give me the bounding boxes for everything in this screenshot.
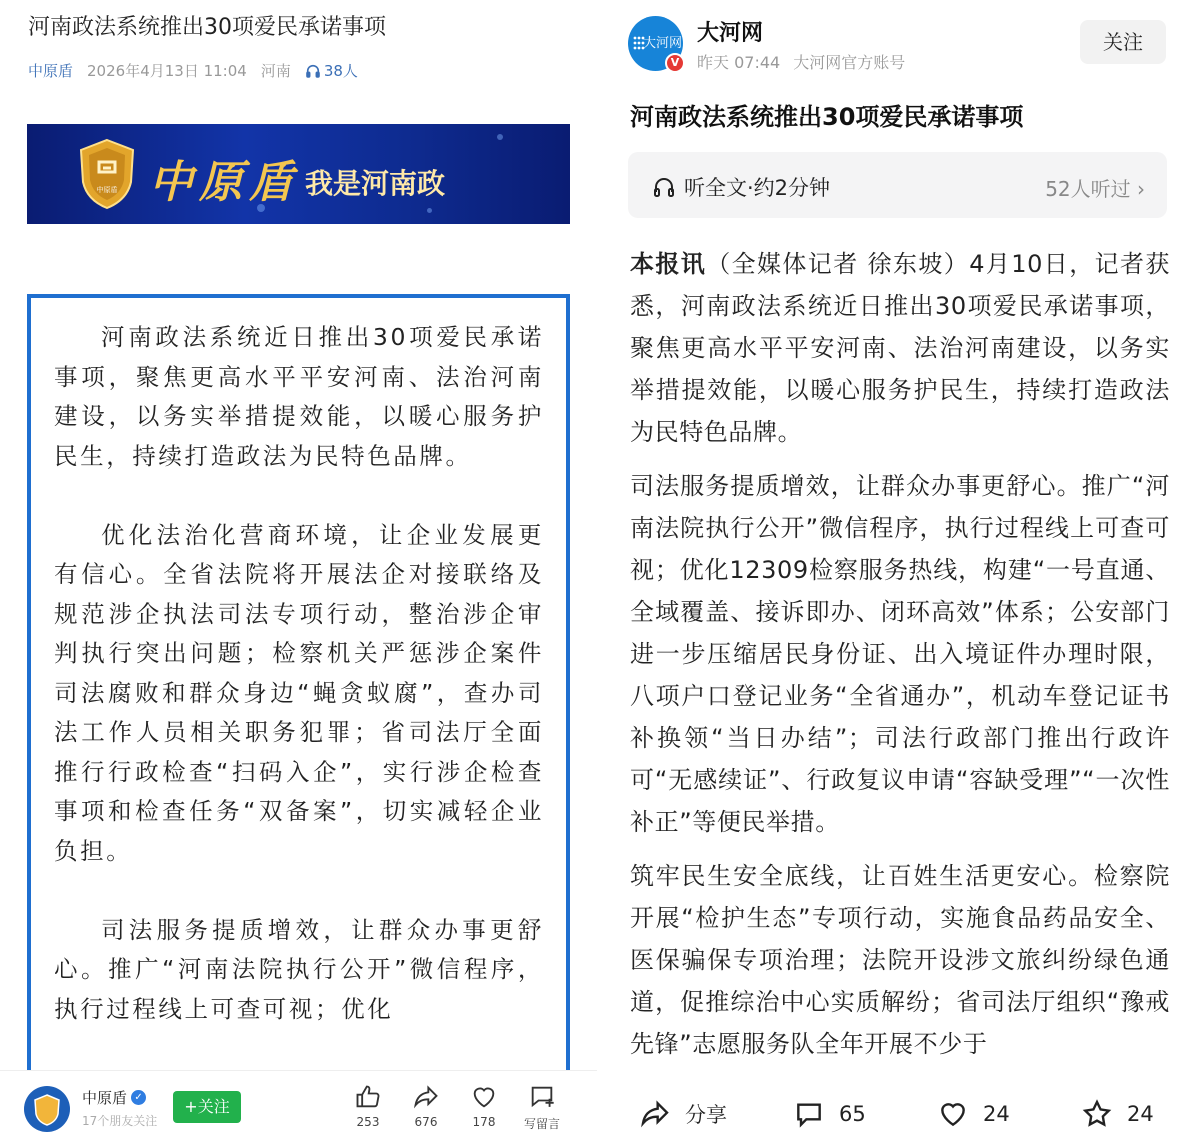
article-paragraph: 司法服务提质增效，让群众办事更舒心。推广“河南法院执行公开”微信程序，执行过程线上可查可视；优化12309检察服务热线，构建“一号直通、全域覆盖、接诉即办、闭环高效”体系；公安部门进一步压缩居民身份证、出入境证件办理时限，八项户口登记业务“全省通办”，机动车登记证书补换领“当日办结”；司法行政部门推出行政许可“无感续证”、行政复议申请“容缺受理”“一次性补正”等便民举措。 <box>630 472 1170 836</box>
publish-datetime: 2026年4月13日 11:04 <box>87 62 247 80</box>
share-count: 676 <box>414 1115 438 1129</box>
like-button[interactable] <box>937 1098 1010 1130</box>
article-paragraph: 优化法治化营商环境，让企业发展更有信心。全省法院将开展法企对接联络及规范涉企执法司法专项行动，整治涉企审判执行突出问题；检察机关严惩涉企案件司法腐败和群众身边“蝇贪蚁腐”，查办司法工作人员相关职务犯罪；省司法厅全面推行行政检查“扫码入企”，实行涉企检查事项和检查任务“双备案”，切实减轻企业负担。 <box>54 520 544 865</box>
article-paragraph <box>630 243 1170 453</box>
comment-icon <box>793 1098 825 1130</box>
like-button[interactable] <box>338 1083 398 1129</box>
collect-button[interactable] <box>1081 1098 1154 1130</box>
shield-caption: 中原盾 <box>96 186 118 194</box>
publish-time: 昨天 07:44 <box>697 53 781 72</box>
share-button[interactable] <box>396 1083 456 1129</box>
share-arrow-icon <box>639 1098 671 1130</box>
lead-text: （全媒体记者 徐东坡）4月10日，记者获悉，河南政法系统近日推出30项爱民承诺事项，聚焦更高水平平安河南、法治河南建设，以务实举措提效能，以暖心服务护民生，持续打造政法为民特色品牌。 <box>630 250 1170 446</box>
favorite-button[interactable] <box>454 1083 514 1129</box>
account-name-text: 中原盾 <box>82 1089 128 1107</box>
share-label: 分享 <box>685 1103 727 1127</box>
banner-slogan: 我是河南政 <box>305 167 446 200</box>
article-title: 河南政法系统推出30项爱民承诺事项 <box>28 15 386 40</box>
article-paragraph: 河南政法系统近日推出30项爱民承诺事项，聚焦更高水平平安河南、法治河南建设，以务实举措提效能，以暖心服务护民生，持续打造政法为民特色品牌。 <box>54 323 544 470</box>
publisher-name[interactable]: 大河网 <box>697 21 764 46</box>
verified-v-icon: V <box>665 53 685 73</box>
follow-button[interactable]: +关注 <box>173 1091 241 1123</box>
write-comment-label: 写留言 <box>523 1117 560 1131</box>
heart-icon <box>470 1083 498 1111</box>
write-comment-button[interactable] <box>512 1083 572 1132</box>
publisher-meta <box>697 50 905 73</box>
headphones-icon <box>305 63 321 79</box>
listen-full-text-bar[interactable] <box>628 152 1167 218</box>
article-paragraph: 筑牢民生安全底线，让百姓生活更安心。检察院开展“检护生态”专项行动，实施食品药品安全、医保骗保专项治理；法院开设涉文旅纠纷绿色通道，促推综治中心实质解纷；省司法厅组织“豫戒先锋”志愿服务队全年开展不少于 <box>630 862 1170 1058</box>
banner-sparkle <box>497 134 503 140</box>
favorite-count: 178 <box>472 1115 496 1129</box>
banner-sparkle <box>427 208 432 213</box>
bottom-action-bar <box>603 1080 1200 1145</box>
follow-button[interactable]: 关注 <box>1080 20 1166 64</box>
star-icon <box>1081 1098 1113 1130</box>
account-type: 大河网官方账号 <box>793 53 906 72</box>
listen-label: 听全文·约2分钟 <box>684 176 831 200</box>
share-button[interactable] <box>639 1098 727 1130</box>
like-count: 24 <box>983 1102 1010 1126</box>
region-label: 河南 <box>260 62 291 80</box>
article-body <box>630 243 1170 1077</box>
article-title: 河南政法系统推出30项爱民承诺事项 <box>630 103 1024 131</box>
publisher-logo-text: 大河网 <box>642 36 682 51</box>
comment-count: 65 <box>839 1102 866 1126</box>
publisher-logo[interactable] <box>628 16 683 71</box>
listen-count[interactable] <box>305 60 358 81</box>
friends-following: 17个朋友关注 <box>82 1114 158 1128</box>
banner-brand: 中原盾 <box>149 157 299 208</box>
article-body-card <box>27 294 570 1145</box>
lead-tag: 本报讯 <box>630 250 707 278</box>
article-paragraph: 司法服务提质增效，让群众办事更舒心。推广“河南法院执行公开”微信程序，执行过程线上可查可视；优化 <box>54 915 544 1023</box>
account-name[interactable] <box>82 1087 146 1108</box>
left-article-screen <box>0 0 597 1145</box>
share-icon <box>412 1083 440 1111</box>
listen-count-text: 38人 <box>323 62 358 80</box>
account-avatar[interactable] <box>24 1086 70 1132</box>
shield-logo-icon <box>77 138 137 210</box>
shield-avatar-icon <box>33 1094 61 1126</box>
source-link[interactable]: 中原盾 <box>28 62 74 80</box>
bottom-action-bar <box>0 1070 597 1145</box>
thumbs-up-icon <box>354 1083 382 1111</box>
heart-icon <box>937 1098 969 1130</box>
collect-count: 24 <box>1127 1102 1154 1126</box>
article-banner <box>27 124 570 224</box>
comment-write-icon <box>528 1083 556 1111</box>
article-meta <box>28 60 358 81</box>
comment-button[interactable] <box>793 1098 866 1130</box>
right-article-screen <box>603 0 1200 1145</box>
like-count: 253 <box>356 1115 380 1129</box>
listen-count: 52人听过 › <box>1045 177 1145 201</box>
headphones-icon <box>652 175 676 199</box>
verified-icon: ✓ <box>131 1090 146 1105</box>
